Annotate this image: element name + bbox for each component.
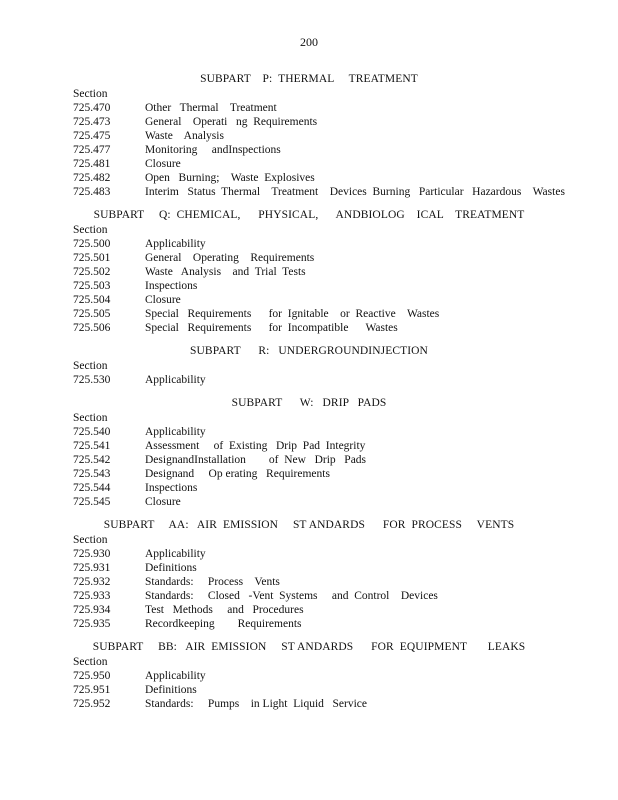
subpart-heading: SUBPART P: THERMAL TREATMENT	[200, 73, 418, 85]
section-number: 725.952	[73, 698, 111, 710]
section-row	[0, 143, 618, 157]
section-row	[0, 697, 618, 711]
section-number: 725.542	[73, 454, 111, 466]
section-title: Assessment of Existing Drip Pad Integrity	[145, 440, 366, 452]
section-row	[0, 603, 618, 617]
subpart-heading: SUBPART R: UNDERGROUNDINJECTION	[190, 345, 428, 357]
section-number: 725.930	[73, 548, 111, 560]
section-title: Inspections	[145, 280, 198, 292]
block-spacer	[0, 199, 618, 205]
section-number: 725.470	[73, 102, 111, 114]
section-row	[0, 669, 618, 683]
section-row	[0, 115, 618, 129]
section-number: 725.501	[73, 252, 111, 264]
table-of-contents	[0, 71, 618, 719]
section-row	[0, 547, 618, 561]
section-number: 725.505	[73, 308, 111, 320]
section-number: 725.502	[73, 266, 111, 278]
section-number: 725.506	[73, 322, 111, 334]
section-number: 725.477	[73, 144, 111, 156]
section-number: 725.933	[73, 590, 111, 602]
section-title: General Operating Requirements	[145, 252, 315, 264]
subpart-heading: SUBPART W: DRIP PADS	[231, 397, 387, 409]
section-title: Standards: Pumps in Light Liquid Service	[145, 698, 367, 710]
section-row	[0, 425, 618, 439]
section-row	[0, 157, 618, 171]
page-number: 200	[300, 35, 318, 49]
section-number: 725.481	[73, 158, 111, 170]
section-title: General Operati ng Requirements	[145, 116, 318, 128]
block-spacer	[0, 335, 618, 341]
section-row	[0, 321, 618, 335]
section-column-label: Section	[73, 656, 108, 668]
section-row	[0, 185, 618, 199]
section-title: Standards: Process Vents	[145, 576, 280, 588]
subpart-heading: SUBPART BB: AIR EMISSION ST ANDARDS FOR EQUIPMENT LEAKS	[92, 641, 526, 653]
section-number: 725.932	[73, 576, 111, 588]
subpart-block	[0, 639, 618, 717]
section-column-label: Section	[73, 412, 108, 424]
section-number: 725.544	[73, 482, 111, 494]
section-title: Monitoring andInspections	[145, 144, 281, 156]
subpart-block	[0, 71, 618, 205]
section-title: Other Thermal Treatment	[145, 102, 277, 114]
section-number: 725.935	[73, 618, 111, 630]
subpart-heading: SUBPART Q: CHEMICAL, PHYSICAL, ANDBIOLOG ICAL TREATMENT	[93, 209, 525, 221]
section-number: 725.543	[73, 468, 111, 480]
section-row	[0, 561, 618, 575]
section-title: DesignandInstallation of New Drip Pads	[145, 454, 367, 466]
section-title: Closure	[145, 158, 181, 170]
subpart-block	[0, 207, 618, 341]
section-row	[0, 453, 618, 467]
section-title: Interim Status Thermal Treatment Devices Burning Particular Hazardous Wastes	[145, 186, 565, 198]
section-title: Closure	[145, 496, 181, 508]
section-row	[0, 617, 618, 631]
section-row	[0, 129, 618, 143]
section-row	[0, 575, 618, 589]
section-row	[0, 171, 618, 185]
section-row	[0, 373, 618, 387]
section-number: 725.950	[73, 670, 111, 682]
section-row	[0, 279, 618, 293]
block-spacer	[0, 711, 618, 717]
section-title: Inspections	[145, 482, 198, 494]
section-title: Test Methods and Procedures	[145, 604, 304, 616]
subpart-heading: SUBPART AA: AIR EMISSION ST ANDARDS FOR PROCESS VENTS	[103, 519, 515, 531]
subpart-block	[0, 517, 618, 637]
section-title: Standards: Closed -Vent Systems and Control Devices	[145, 590, 438, 602]
section-number: 725.931	[73, 562, 111, 574]
section-row	[0, 251, 618, 265]
section-title: Applicability	[145, 670, 206, 682]
section-title: Waste Analysis and Trial Tests	[145, 266, 306, 278]
section-title: Applicability	[145, 548, 206, 560]
section-title: Waste Analysis	[145, 130, 224, 142]
section-number: 725.934	[73, 604, 111, 616]
section-row	[0, 307, 618, 321]
section-column-label: Section	[73, 224, 108, 236]
section-title: Closure	[145, 294, 181, 306]
block-spacer	[0, 387, 618, 393]
section-row	[0, 265, 618, 279]
section-row	[0, 439, 618, 453]
section-title: Definitions	[145, 562, 197, 574]
section-title: Definitions	[145, 684, 197, 696]
section-row	[0, 467, 618, 481]
section-title: Applicability	[145, 238, 206, 250]
section-row	[0, 293, 618, 307]
block-spacer	[0, 509, 618, 515]
section-row	[0, 683, 618, 697]
section-column-label: Section	[73, 360, 108, 372]
subpart-block	[0, 343, 618, 393]
section-column-label: Section	[73, 88, 108, 100]
section-number: 725.483	[73, 186, 111, 198]
section-title: Open Burning; Waste Explosives	[145, 172, 315, 184]
section-title: Applicability	[145, 374, 206, 386]
section-number: 725.475	[73, 130, 111, 142]
section-number: 725.473	[73, 116, 111, 128]
section-number: 725.482	[73, 172, 111, 184]
section-number: 725.503	[73, 280, 111, 292]
section-row	[0, 237, 618, 251]
section-row	[0, 589, 618, 603]
section-row	[0, 481, 618, 495]
section-title: Applicability	[145, 426, 206, 438]
section-title: Recordkeeping Requirements	[145, 618, 302, 630]
section-number: 725.530	[73, 374, 111, 386]
section-number: 725.500	[73, 238, 111, 250]
section-row	[0, 495, 618, 509]
section-number: 725.540	[73, 426, 111, 438]
section-number: 725.951	[73, 684, 111, 696]
section-number: 725.541	[73, 440, 111, 452]
section-row	[0, 101, 618, 115]
section-title: Special Requirements for Ignitable or Reactive Wastes	[145, 308, 440, 320]
block-spacer	[0, 631, 618, 637]
section-title: Special Requirements for Incompatible Wastes	[145, 322, 398, 334]
section-number: 725.504	[73, 294, 111, 306]
section-column-label: Section	[73, 534, 108, 546]
section-title: Designand Op erating Requirements	[145, 468, 330, 480]
section-number: 725.545	[73, 496, 111, 508]
subpart-block	[0, 395, 618, 515]
